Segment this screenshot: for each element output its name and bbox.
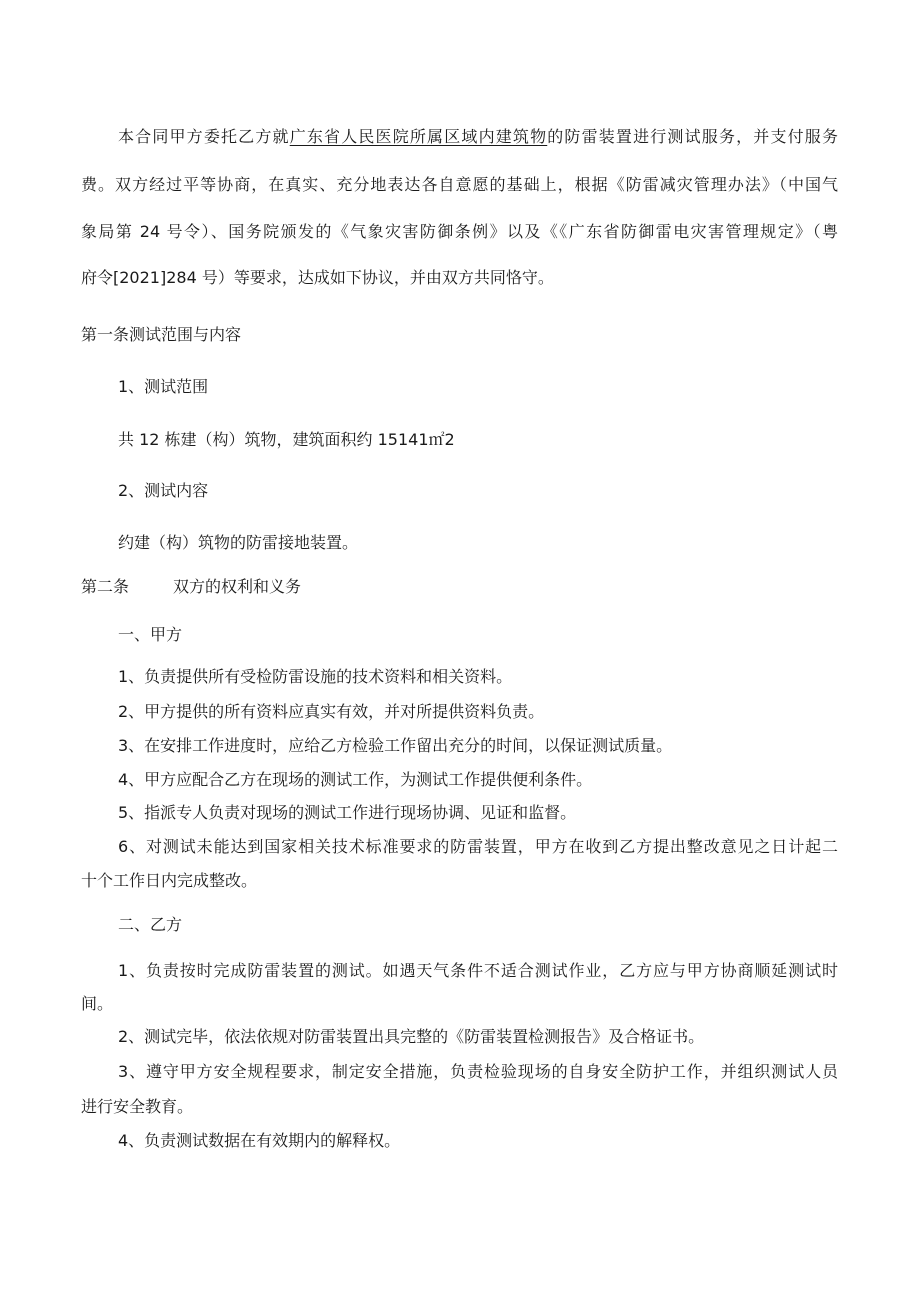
intro-line-1-after: 的防雷装置进行测试服务，并支付服务 bbox=[547, 127, 838, 146]
article-2-title: 双方的权利和义务 bbox=[173, 577, 302, 596]
party-a-item-5: 5、指派专人负责对现场的测试工作进行现场协调、见证和监督。 bbox=[118, 803, 577, 822]
scope-text: 共 12 栋建（构）筑物，建筑面积约 15141㎡2 bbox=[118, 430, 455, 449]
intro-line-1-before: 本合同甲方委托乙方就 bbox=[118, 127, 290, 146]
content-title: 2、测试内容 bbox=[118, 481, 209, 500]
party-a-title: 一、甲方 bbox=[118, 625, 183, 644]
intro-line-4: 府令[2021]284 号）等要求，达成如下协议，并由双方共同恪守。 bbox=[81, 268, 554, 287]
scope-title: 1、测试范围 bbox=[118, 377, 209, 396]
content-text: 约建（构）筑物的防雷接地装置。 bbox=[118, 533, 359, 552]
article-1-heading: 第一条测试范围与内容 bbox=[81, 325, 242, 344]
party-b-title: 二、乙方 bbox=[118, 915, 183, 934]
party-b-item-4: 4、负责测试数据在有效期内的解释权。 bbox=[118, 1131, 401, 1150]
party-b-item-1-line-2: 间。 bbox=[81, 994, 114, 1013]
article-2-heading bbox=[81, 577, 301, 597]
intro-line-2: 费。双方经过平等协商，在真实、充分地表达各自意愿的基础上，根据《防雷减灾管理办法》（中国气 bbox=[81, 175, 838, 194]
party-b-item-1-line-1: 1、负责按时完成防雷装置的测试。如遇天气条件不适合测试作业，乙方应与甲方协商顺延测试时 bbox=[118, 961, 838, 980]
party-a-item-6-line-2: 十个工作日内完成整改。 bbox=[81, 871, 258, 890]
party-a-item-6-line-1: 6、对测试未能达到国家相关技术标准要求的防雷装置，甲方在收到乙方提出整改意见之日计起二 bbox=[118, 837, 838, 856]
party-a-item-1: 1、负责提供所有受检防雷设施的技术资料和相关资料。 bbox=[118, 667, 513, 686]
party-b-item-3-line-2: 进行安全教育。 bbox=[81, 1097, 194, 1116]
party-a-item-4: 4、甲方应配合乙方在现场的测试工作，为测试工作提供便利条件。 bbox=[118, 770, 593, 789]
intro-line-1 bbox=[118, 127, 838, 147]
party-a-item-2: 2、甲方提供的所有资料应真实有效，并对所提供资料负责。 bbox=[118, 702, 545, 721]
party-b-item-3-line-1: 3、遵守甲方安全规程要求，制定安全措施，负责检验现场的自身安全防护工作，并组织测试人员 bbox=[118, 1062, 838, 1081]
party-b-item-2: 2、测试完毕，依法依规对防雷装置出具完整的《防雷装置检测报告》及合格证书。 bbox=[118, 1027, 705, 1046]
intro-line-3: 象局第 24 号令）、国务院颁发的《气象灾害防御条例》以及《《广东省防御雷电灾害管理规定》（粤 bbox=[81, 222, 838, 241]
intro-underlined-location: 广东省人民医院所属区域内建筑物 bbox=[289, 127, 548, 146]
article-2-number: 第二条 bbox=[81, 577, 130, 596]
party-a-item-3: 3、在安排工作进度时，应给乙方检验工作留出充分的时间，以保证测试质量。 bbox=[118, 736, 673, 755]
